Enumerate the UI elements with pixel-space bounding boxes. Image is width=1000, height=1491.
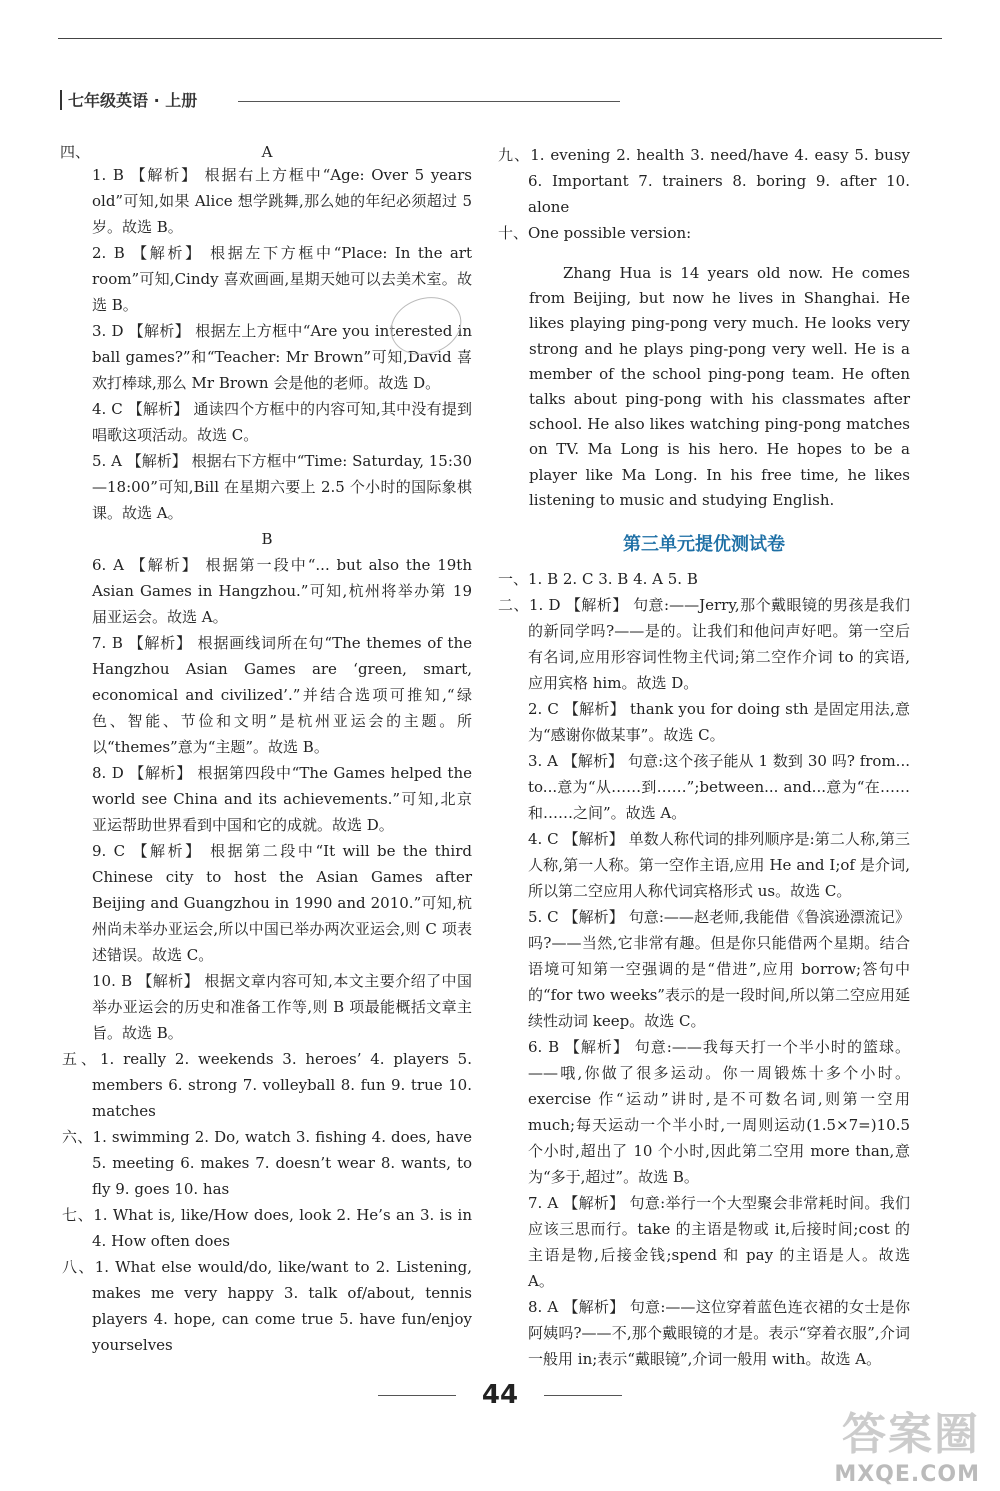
unit-answer-2-4: 4. C 【解析】 单数人称代词的排列顺序是:第二人称,第三人称,第一人称。第一空作主语,应用 He and I;of 是介词,所以第二空应用人称代词宾格形式 us。故选 C。 bbox=[528, 830, 910, 901]
section-8-answers: 八、1. What else would/do, like/want to 2. Listening, makes me very happy 3. talk of/about, tennis players 4. hope, can come true 5. have fun/enjoy yourselves bbox=[62, 1258, 472, 1354]
header-rule bbox=[238, 101, 620, 102]
unit-answer-2-8: 8. A 【解析】 句意:——这位穿着蓝色连衣裙的女士是你阿姨吗?——不,那个戴眼镜的才是。表示“穿着衣服”,介词一般用 in;表示“戴眼镜”,介词一般用 with。故选 A。 bbox=[528, 1298, 910, 1369]
part-a-heading: A bbox=[261, 143, 273, 161]
answer-4-8: 8. D 【解析】 根据第四段中“The Games helped the world see China and its achievements.”可知,北京亚运帮助世界看到中国和它的成就。故选 D。 bbox=[92, 764, 472, 834]
answer-4-3: 3. D 【解析】 根据左上方框中“Are you interested in ball games?”和“Teacher: Mr Brown”可知,David 喜欢打棒球,那么 Mr Brown 会是他的老师。故选 D。 bbox=[92, 322, 472, 392]
section-7-answers: 七、1. What is, like/How does, look 2. He’s an 3. is in 4. How often does bbox=[62, 1206, 472, 1250]
answer-4-9: 9. C 【解析】 根据第二段中“It will be the third Chinese city to host the Asian Games after Beijing and Guangzhou in 1990 and 2010.”可知,杭州尚未举办亚运会,所以中国已举办两次亚运会,则 C 项表述错误。故选 C。 bbox=[92, 842, 472, 964]
section-6-answers: 六、1. swimming 2. Do, watch 3. fishing 4. does, have 5. meeting 6. makes 7. doesn’t wear 8. wants, to fly 9. goes 10. has bbox=[62, 1128, 472, 1198]
footer-rule-right bbox=[544, 1395, 622, 1396]
watermark-brand: 答案圈 bbox=[842, 1409, 980, 1460]
section-4-label: 四、 bbox=[60, 143, 91, 161]
section-10-heading: 十、One possible version: bbox=[498, 224, 692, 242]
section-4-block bbox=[62, 142, 472, 162]
answer-4-6: 6. A 【解析】 根据第一段中“... but also the 19th Asian Games in Hangzhou.”可知,杭州将举办第 19 届亚运会。故选 A。 bbox=[92, 556, 472, 626]
header-bracket bbox=[60, 90, 62, 110]
unit-answer-2-6: 6. B 【解析】 句意:——我每天打一个半小时的篮球。——哦,你做了很多运动。你一周锻炼十多个小时。exercise 作“运动”讲时,是不可数名词,则第一空用 much;每天运动一个半小时,一周则运动(1.5×7=)10.5 个小时,超出了 10 个小时,因此第二空用 more than,意为“多于,超过”。故选 B。 bbox=[528, 1038, 910, 1187]
watermark-logo bbox=[834, 1398, 980, 1487]
unit-answer-2-7: 7. A 【解析】 句意:举行一个大型聚会非常耗时间。我们应该三思而行。take 的主语是物或 it,后接时间;cost 的主语是物,后接金钱;spend 和 pay 的主语是人。故选 A。 bbox=[528, 1194, 910, 1291]
answer-4-10: 10. B 【解析】 根据文章内容可知,本文主要介绍了中国举办亚运会的历史和准备工作等,则 B 项最能概括文章主旨。故选 B。 bbox=[92, 972, 472, 1042]
answer-4-4: 4. C 【解析】 通读四个方框中的内容可知,其中没有提到唱歌这项活动。故选 C。 bbox=[92, 400, 472, 444]
section-9-answers: 九、1. evening 2. health 3. need/have 4. easy 5. busy 6. Important 7. trainers 8. boring 9. after 10. alone bbox=[498, 146, 910, 216]
unit-answer-2-5: 5. C 【解析】 句意:——赵老师,我能借《鲁滨逊漂流记》吗?——当然,它非常有趣。但是你只能借两个星期。结合语境可知第一空强调的是“借进”,应用 borrow;答句中的“for two weeks”表示的是一段时间,所以第二空应用延续性动词 keep。故选 C。 bbox=[528, 908, 910, 1031]
answer-4-5: 5. A 【解析】 根据右下方框中“Time: Saturday, 15:30—18:00”可知,Bill 在星期六要上 2.5 个小时的国际象棋课。故选 A。 bbox=[92, 452, 472, 522]
running-header bbox=[60, 88, 620, 112]
footer-rule-left bbox=[378, 1395, 456, 1396]
unit-answer-2-3: 3. A 【解析】 句意:这个孩子能从 1 数到 30 吗? from... to...意为“从……到……”;between... and...意为“在……和……之间”。故选 A。 bbox=[528, 752, 910, 823]
unit-answer-2-2: 2. C 【解析】 thank you for doing sth 是固定用法,意为“感谢你做某事”。故选 C。 bbox=[528, 700, 910, 745]
part-b-heading: B bbox=[261, 530, 273, 548]
book-title: 七年级英语 · 上册 bbox=[68, 91, 198, 110]
answer-4-2: 2. B 【解析】 根据左下方框中“Place: In the art room”可知,Cindy 喜欢画画,星期天她可以去美术室。故选 B。 bbox=[92, 244, 472, 314]
answer-4-1: 1. B 【解析】 根据右上方框中“Age: Over 5 years old”可知,如果 Alice 想学跳舞,那么她的年纪必须超过 5 岁。故选 B。 bbox=[92, 166, 472, 236]
page-number: 44 bbox=[481, 1380, 519, 1410]
unit-test-title: 第三单元提优测试卷 bbox=[623, 534, 785, 556]
model-essay: Zhang Hua is 14 years old now. He comes from Beijing, but now he lives in Shanghai. He likes playing ping-pong very much. He looks very strong and he plays ping-pong very well. He is a member of the school ping-pong team. He often talks about ping-pong with his classmates after school. He also likes watching ping-pong matches on TV. Ma Long is his hero. He hopes to be a player like Ma Long. In his free time, he likes listening to music and studying English. bbox=[529, 264, 910, 509]
unit-answer-2-1: 二、1. D 【解析】 句意:——Jerry,那个戴眼镜的男孩是我们的新同学吗?——是的。让我们和他问声好吧。第一空后有名词,应用形容词性物主代词;第二空作介词 to 的宾语,应用宾格 him。故选 D。 bbox=[498, 596, 910, 693]
section-5-answers: 五、1. really 2. weekends 3. heroes’ 4. players 5. members 6. strong 7. volleyball 8. fun 9. true 10. matches bbox=[62, 1050, 472, 1120]
top-border-line bbox=[58, 38, 942, 39]
unit-section-1-answers: 一、1. B 2. C 3. B 4. A 5. B bbox=[498, 570, 698, 589]
answer-4-7: 7. B 【解析】 根据画线词所在句“The themes of the Hangzhou Asian Games are ‘green, smart, economical and civilized’.”并结合选项可推知,“绿色、智能、节俭和文明”是杭州亚运会的主题。所以“themes”意为“主题”。故选 B。 bbox=[92, 634, 472, 756]
right-column bbox=[498, 142, 910, 1372]
watermark-url: MXQE.COM bbox=[834, 1462, 980, 1487]
